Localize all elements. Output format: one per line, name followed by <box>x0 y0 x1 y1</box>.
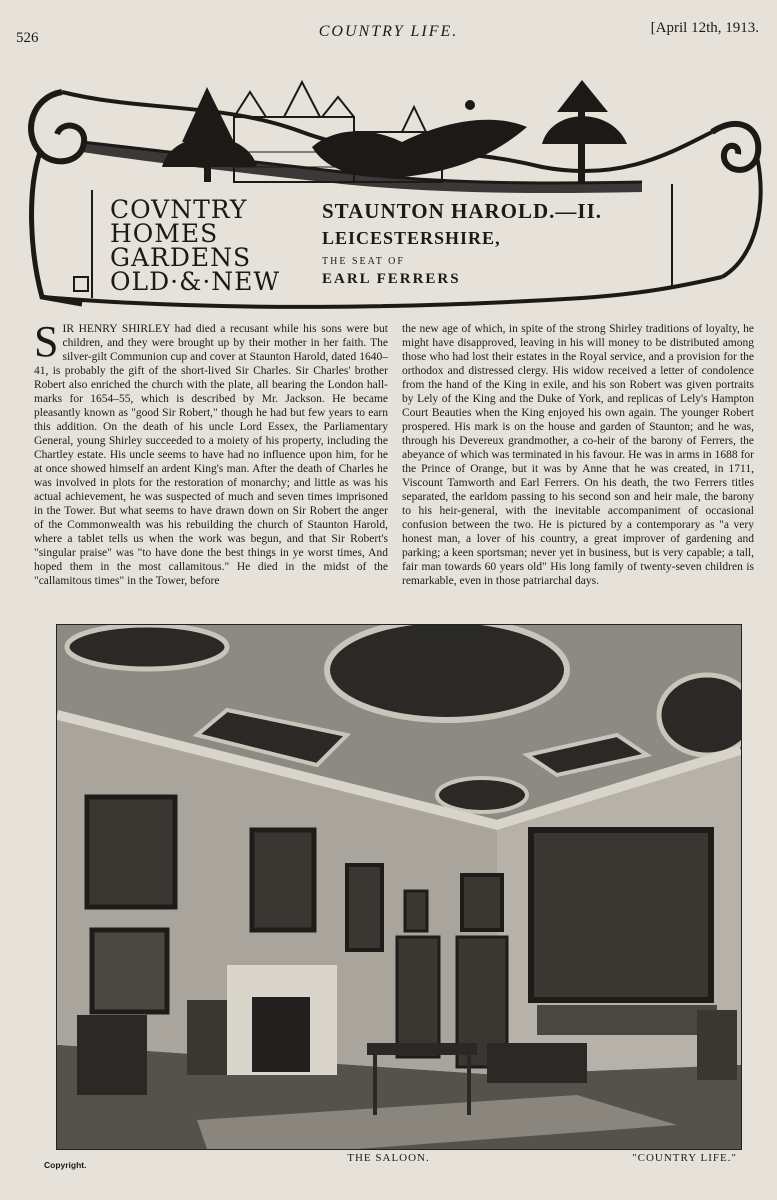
copyright-notice: Copyright. <box>44 1160 87 1170</box>
saloon-photograph-drawing <box>57 625 741 1149</box>
series-title <box>110 195 320 296</box>
article-county: LEICESTERSHIRE, <box>322 228 501 248</box>
photo-credit: "COUNTRY LIFE." <box>632 1152 737 1164</box>
series-line-1: COVNTRY <box>110 195 248 224</box>
issue-date: [April 12th, 1913. <box>650 20 759 36</box>
series-line-2: HOMES <box>110 219 219 248</box>
masthead-banner <box>22 72 767 320</box>
drop-cap: S <box>34 317 59 366</box>
article-title-block <box>322 199 672 288</box>
series-line-3: GARDENS <box>110 243 252 272</box>
left-column-text: IR HENRY SHIRLEY had died a recusant while his sons were but children, and they were brought up by their mother in her faith. The silver-gilt Communion cup and cover at Staunton Harold, dated 1640–41, is probably the gift of the short-lived Sir Charles. Sir Charles' brother Robert also enriched the church with the plate, all bearing the London hall-marks for 1654–55, which is described by Mr. Jackson. He became pleasantly known as "good Sir Robert," though he had but few years to earn this addition. On the death of his uncle Lord Essex, the Parliamentary General, young Shirley succeeded to a moiety of his property, including the Chartley estate. His uncle seems to have had no influence upon him, for he at once showed himself an ardent King's man. After the death of Charles he was involved in plots for the restoration of monarchy; and little as was his actual achievement, he was suspected of much and seven times imprisoned in the Tower. But what seems to have drawn down on Sir Robert the anger of the Commonwealth was his rebuilding the church of Staunton Harold, where a tablet tells us when the work was begun, and that Sir Robert's "singular praise" was "to have done the best things in ye worst times, And hoped them in the most callamitous." He died in the midst of the "callamitous times" in the Tower, before <box>34 323 388 587</box>
series-line-4: OLD·&·NEW <box>110 267 281 296</box>
article-column-left <box>34 317 388 588</box>
page-number: 526 <box>16 30 39 46</box>
article-title: STAUNTON HAROLD.—II. <box>322 199 603 223</box>
article-seat-of: THE SEAT OF <box>322 256 405 267</box>
journal-name: COUNTRY LIFE. <box>318 23 459 40</box>
photo-caption: THE SALOON. <box>347 1152 430 1164</box>
article-owner: EARL FERRERS <box>322 271 461 287</box>
saloon-photograph <box>56 624 742 1150</box>
article-column-right: the new age of which, in spite of the strong Shirley traditions of loyalty, he might have disapproved, leaving in his will money to be distributed among those who had lost their estates in the Royal service, and a provision for the orthodox and distressed clergy. His widow received a letter of condolence from the hand of the King in exile, and his son Robert was given portraits by Lely of the King and the Duke of York, and replicas of Lely's Hampton Court Beauties when the King enjoyed his own again. The younger Robert prospered. His mark is on the house and garden of Staunton; and he was, through his Devereux grandmother, a co-heir of the barony of Ferrers, the abeyance of which was terminated in his favour. He was in arms in 1688 for the Prince of Orange, but it was by Anne that he was created, in 1711, Viscount Tamworth and Earl Ferrers. On his death, the two Ferrers titles separated, the earldom passing to his second son and heir male, the barony to his heir-general, with the inevitable accompaniment of occasional confusion between the two. He is pictured by a contemporary as "a very honest man, a lover of his country, a great improver of gardening and parking; a keen sportsman; never yet in business, but is very capable; a tall, fair man towards 60 years old" His long family of twenty-seven children is remarkable, even in those patriarchal days. <box>402 323 754 587</box>
running-head <box>0 18 777 44</box>
